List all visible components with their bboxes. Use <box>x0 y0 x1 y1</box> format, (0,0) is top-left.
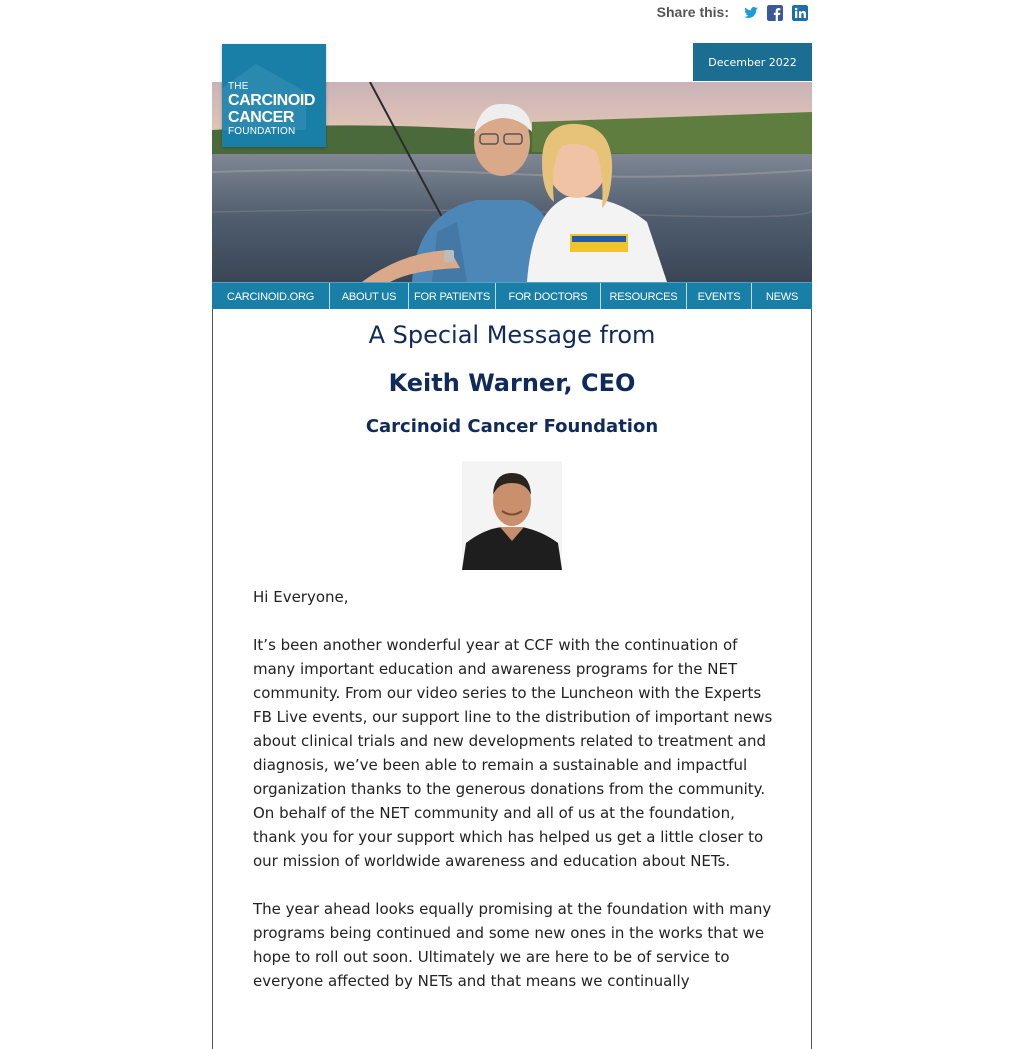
nav-item-events[interactable]: EVENTS <box>687 283 752 310</box>
logo-line-foundation: FOUNDATION <box>228 126 296 137</box>
share-bar <box>212 0 812 34</box>
main-navigation <box>212 282 812 310</box>
nav-item-for-doctors[interactable]: FOR DOCTORS <box>496 283 601 310</box>
issue-date-badge: December 2022 <box>693 43 812 81</box>
message-body <box>253 585 775 1017</box>
logo-line-carcinoid: CARCINOID <box>228 92 316 109</box>
ceo-name-heading: Keith Warner, CEO <box>388 369 636 397</box>
logo-text <box>228 82 315 137</box>
body-paragraph-1: It’s been another wonderful year at CCF with the continuation of many important education and awareness programs for the NET community. From our video series to the Luncheon with the Experts FB Live events, our support line to the distribution of important news about clinical trials and new developments related to treatment and diagnosis, we’ve been able to remain a sustainable and impactful organization thanks to the generous donations from the community. On behalf of the NET community and all of us at the foundation, thank you for your support which has helped us get a little closer to our mission of worldwide awareness and education about NETs. <box>253 636 773 870</box>
nav-item-for-patients[interactable]: FOR PATIENTS <box>409 283 496 310</box>
nav-item-resources[interactable]: RESOURCES <box>601 283 687 310</box>
message-title: A Special Message from <box>368 321 656 349</box>
greeting-paragraph: Hi Everyone, <box>253 588 349 606</box>
nav-item-news[interactable]: NEWS <box>765 290 799 303</box>
ceo-portrait <box>462 461 562 570</box>
logo-line-the: THE <box>228 81 249 92</box>
carcinoid-cancer-foundation-logo[interactable] <box>222 44 326 147</box>
message-content <box>212 309 812 1049</box>
logo-line-cancer: CANCER <box>228 109 295 126</box>
twitter-icon[interactable] <box>743 5 759 21</box>
nav-item-carcinoid-org[interactable]: CARCINOID.ORG <box>212 283 330 310</box>
share-label: Share this: <box>656 4 729 20</box>
linkedin-icon[interactable] <box>792 5 808 21</box>
body-paragraph-2: The year ahead looks equally promising at the foundation with many programs being continued and some new ones in the works that we hope to roll out soon. Ultimately we are here to be of service to everyone affected by NETs and that means we continually <box>253 900 772 990</box>
organization-heading: Carcinoid Cancer Foundation <box>365 416 659 437</box>
facebook-icon[interactable] <box>767 5 783 21</box>
nav-item-about-us[interactable]: ABOUT US <box>330 283 409 310</box>
